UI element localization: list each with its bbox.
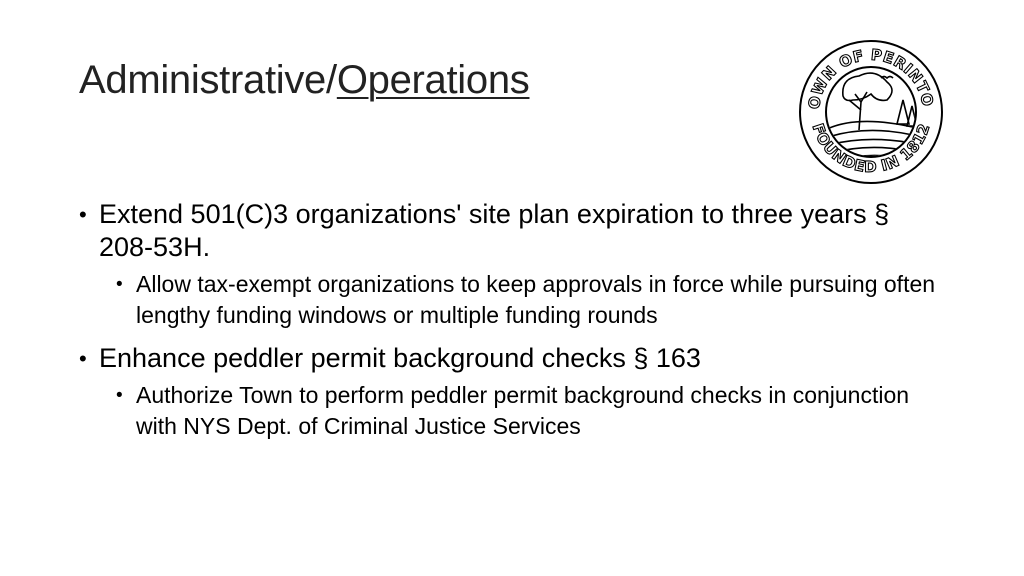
bullet-icon: • bbox=[79, 202, 87, 227]
svg-text:TOWN OF PERINTON bbox=[797, 38, 937, 110]
sub-bullet-text: Allow tax-exempt organizations to keep approvals in force while pursuing often lengthy funding windows or multiple funding rounds bbox=[136, 271, 936, 328]
town-seal-icon bbox=[797, 38, 945, 186]
title-prefix: Administrative/ bbox=[79, 58, 337, 102]
sub-bullet-item bbox=[116, 269, 939, 331]
slide-title bbox=[79, 58, 529, 103]
sub-bullet-text: Authorize Town to perform peddler permit background checks in conjunction with NYS Dept. of Criminal Justice Services bbox=[136, 382, 910, 439]
bullet-text: Enhance peddler permit background checks § 163 bbox=[99, 343, 701, 373]
bullet-text: Extend 501(C)3 organizations' site plan expiration to three years § 208-53H. bbox=[99, 199, 890, 262]
bullet-list bbox=[79, 198, 939, 447]
bullet-icon: • bbox=[116, 385, 123, 406]
seal-text-bottom: FOUNDED IN 1812 bbox=[808, 121, 934, 177]
bullet-icon: • bbox=[116, 274, 123, 295]
bullet-item bbox=[79, 198, 939, 264]
seal-text-top: OWN OF PERINTO bbox=[804, 45, 937, 111]
bullet-icon: • bbox=[79, 346, 87, 371]
title-underlined: Operations bbox=[336, 58, 530, 102]
sub-bullet-item bbox=[116, 380, 939, 442]
bullet-item bbox=[79, 342, 939, 375]
